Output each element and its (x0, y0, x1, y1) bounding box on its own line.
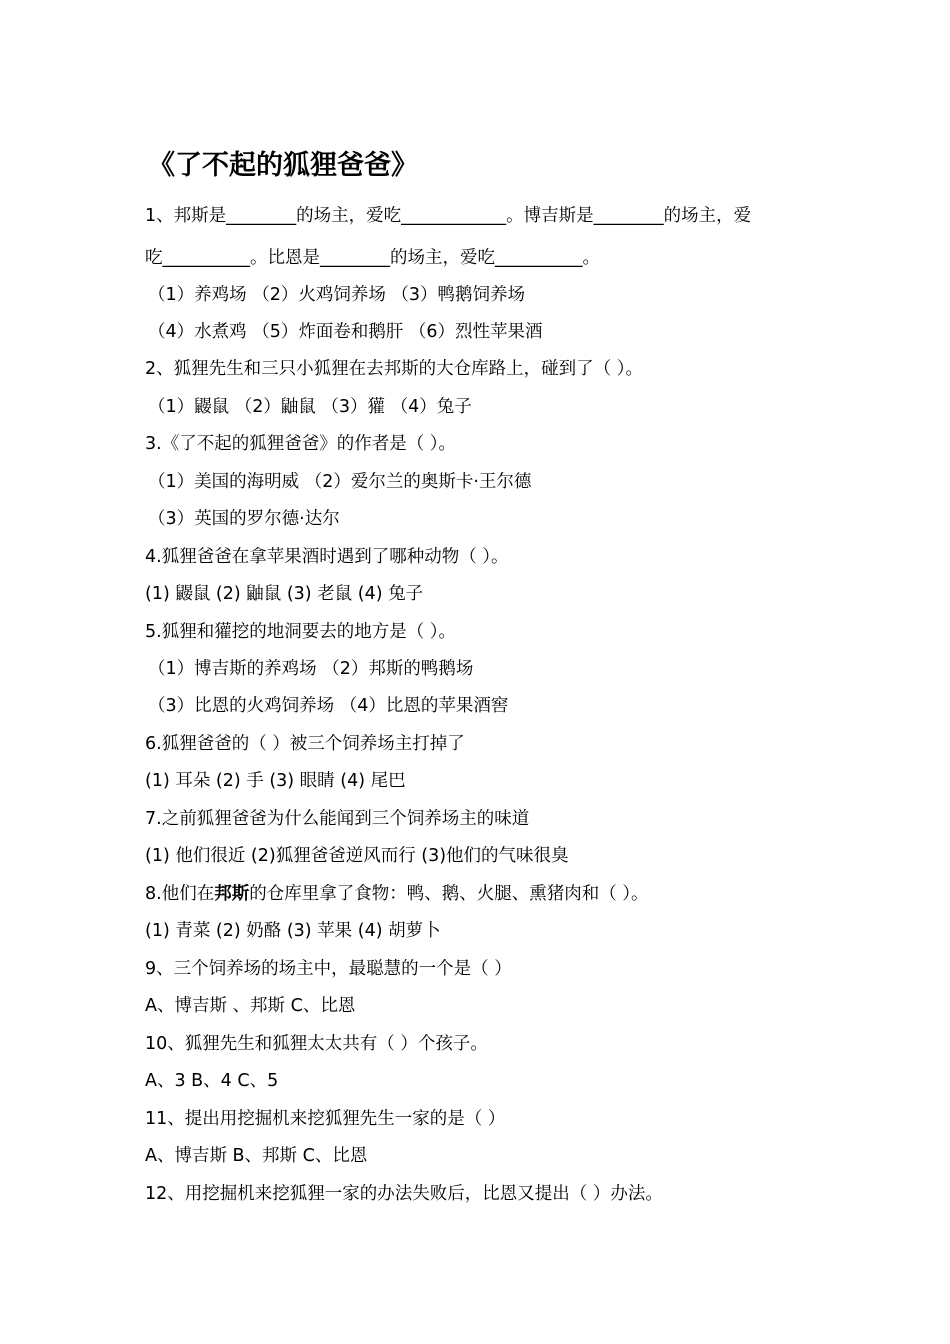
question-4-options: (1) 鼹鼠 (2) 鼬鼠 (3) 老鼠 (4) 兔子 (145, 584, 424, 604)
question-6: 6.狐狸爸爸的（ ）被三个饲养场主打掉了 (145, 734, 465, 754)
question-3-options-1: （1）美国的海明威 （2）爱尔兰的奥斯卡·王尔德 (148, 472, 532, 492)
question-8-options: (1) 青菜 (2) 奶酪 (3) 苹果 (4) 胡萝卜 (145, 921, 441, 941)
question-5: 5.狐狸和獾挖的地洞要去的地方是（ ）。 (145, 622, 457, 642)
question-11-options: A、博吉斯 B、邦斯 C、比恩 (145, 1146, 368, 1166)
document-title: 《了不起的狐狸爸爸》 (148, 150, 418, 181)
question-10-options: A、3 B、4 C、5 (145, 1071, 279, 1091)
question-5-options-2: （3）比恩的火鸡饲养场 （4）比恩的苹果酒窖 (148, 696, 509, 716)
question-5-options-1: （1）博吉斯的养鸡场 （2）邦斯的鸭鹅场 (148, 659, 474, 679)
question-3: 3.《了不起的狐狸爸爸》的作者是（ ）。 (145, 434, 457, 454)
question-9-options: A、博吉斯 、邦斯 C、比恩 (145, 996, 356, 1016)
question-11: 11、提出用挖掘机来挖狐狸先生一家的是（ ） (145, 1109, 506, 1129)
question-2: 2、狐狸先生和三只小狐狸在去邦斯的大仓库路上，碰到了（ ）。 (145, 359, 643, 379)
question-9: 9、三个饲养场的场主中，最聪慧的一个是（ ） (145, 959, 512, 979)
question-10: 10、狐狸先生和狐狸太太共有（ ）个孩子。 (145, 1034, 488, 1054)
question-8 (145, 882, 649, 906)
question-2-options: （1）鼹鼠 （2）鼬鼠 （3）獾 （4）兔子 (148, 397, 472, 417)
question-3-options-2: （3）英国的罗尔德·达尔 (148, 509, 340, 529)
question-6-options: (1) 耳朵 (2) 手 (3) 眼睛 (4) 尾巴 (145, 771, 406, 791)
question-1-options-1: （1）养鸡场 （2）火鸡饲养场 （3）鸭鹅饲养场 (148, 285, 526, 305)
question-12: 12、用挖掘机来挖狐狸一家的办法失败后，比恩又提出（ ）办法。 (145, 1184, 663, 1204)
question-8-suffix: 的仓库里拿了食物：鸭、鹅、火腿、熏猪肉和（ ）。 (249, 884, 649, 904)
question-1-options-2: （4）水煮鸡 （5）炸面卷和鹅肝 （6）烈性苹果酒 (148, 322, 543, 342)
question-8-bold-name: 邦斯 (214, 884, 250, 904)
question-1-line-2: 吃__________。比恩是________的场主，爱吃__________。 (145, 248, 600, 268)
question-8-prefix: 8.他们在 (145, 884, 215, 904)
question-4: 4.狐狸爸爸在拿苹果酒时遇到了哪种动物（ ）。 (145, 547, 509, 567)
question-7: 7.之前狐狸爸爸为什么能闻到三个饲养场主的味道 (145, 809, 530, 829)
question-1-line-1: 1、邦斯是________的场主，爱吃____________。博吉斯是________的场主，爱 (145, 206, 752, 226)
question-7-options: (1) 他们很近 (2)狐狸爸爸逆风而行 (3)他们的气味很臭 (145, 846, 569, 866)
